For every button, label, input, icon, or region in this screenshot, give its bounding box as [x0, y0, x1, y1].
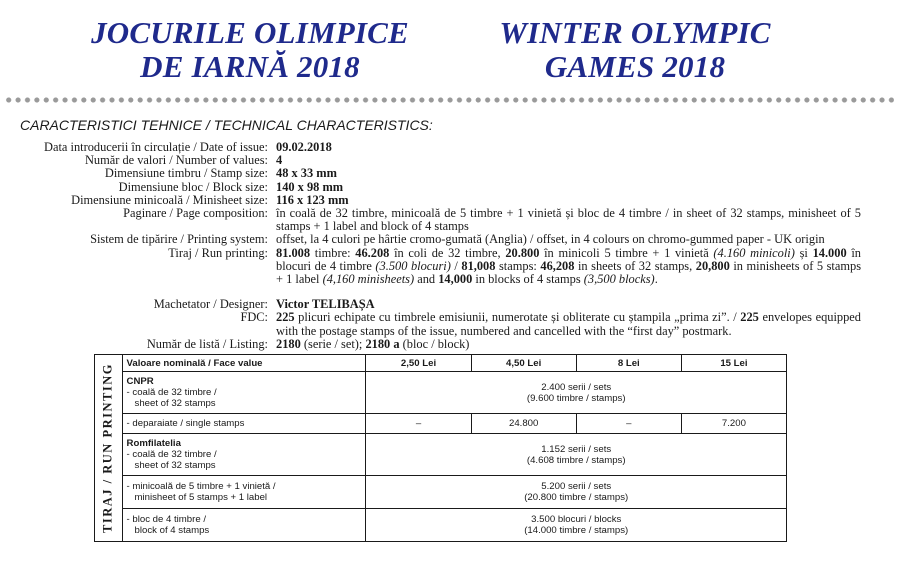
run-minisheet-count-en: (4,160 minisheets) [322, 272, 415, 287]
spec-label: Paginare / Page composition: [123, 206, 268, 221]
run-text: and [414, 272, 439, 287]
table-row-romfilatelia-sheet [95, 434, 787, 476]
spec-label: Dimensiune minicoală / Minisheet size: [71, 192, 268, 207]
value-line: 3.500 blocuri / blocks [531, 514, 622, 525]
spec-listing [0, 338, 900, 351]
run-text: în coli de 32 timbre, [389, 245, 506, 260]
row-label-line: sheet of 32 stamps [134, 398, 216, 409]
row-label-line: - bloc de 4 timbre / [126, 514, 206, 525]
run-text: în blocuri de 4 timbre [276, 245, 861, 273]
spec-label: Machetator / Designer: [153, 297, 268, 312]
single-value-2: 24.800 [471, 414, 576, 434]
side-label-cell [95, 355, 123, 542]
spec-label: Dimensiune bloc / Block size: [118, 179, 268, 194]
spec-print-run [0, 247, 900, 287]
single-value-4: 7.200 [681, 414, 786, 434]
row-label [122, 476, 366, 509]
face-value-2: 4,50 Lei [471, 355, 576, 372]
row-label [122, 509, 366, 542]
title-ro-line-1: JOCURILE OLIMPICE [91, 15, 409, 50]
row-label-line: minisheet of 5 stamps + 1 label [134, 492, 268, 503]
technical-specs [0, 141, 900, 351]
table-row-romfilatelia-minisheet [95, 476, 787, 509]
spec-value: 48 x 33 mm [276, 166, 337, 181]
title-romanian [70, 16, 430, 84]
run-total-ro: 81.008 [276, 245, 311, 260]
spec-label: Sistem de tipărire / Printing system: [90, 232, 268, 247]
run-blocks-en: 14,000 [438, 272, 473, 287]
value-line: 5.200 serii / sets [541, 481, 612, 492]
fdc-text: plicuri echipate cu timbrele emisiunii, numerotate și obliterate cu ștampila „prima zi”. / [294, 310, 741, 325]
row-value [366, 372, 787, 414]
spec-value: 09.02.2018 [276, 140, 332, 154]
listing-text: (serie / set); [300, 336, 366, 351]
single-value-1: – [366, 414, 471, 434]
title-en-line-2: GAMES 2018 [544, 49, 726, 84]
spec-value [276, 311, 861, 337]
face-value-1: 2,50 Lei [366, 355, 471, 372]
title-ro-line-2: DE IARNĂ 2018 [140, 49, 360, 84]
row-label-line: - minicoală de 5 timbre + 1 vinietă / [126, 481, 276, 492]
section-title: CARACTERISTICI TEHNICE / TECHNICAL CHARACTERISTICS: [20, 117, 433, 133]
run-minisheets-en: 20,800 [695, 258, 730, 273]
title-en-line-1: WINTER OLYMPIC [499, 15, 771, 50]
face-value-3: 8 Lei [576, 355, 681, 372]
row-label-line: - coală de 32 timbre / [126, 387, 217, 398]
row-value [366, 434, 787, 476]
listing-text: (bloc / block) [399, 336, 470, 351]
fdc-count-ro: 225 [276, 310, 295, 325]
title-english [470, 16, 800, 84]
print-run-table [94, 354, 787, 542]
run-sheets-ro: 46.208 [355, 245, 390, 260]
single-value-3: – [576, 414, 681, 434]
table-header-row [95, 355, 787, 372]
listing-set: 2180 [276, 336, 301, 351]
run-minisheet-count-ro: (4.160 minicoli) [713, 245, 795, 260]
spec-value [276, 247, 861, 287]
run-text: stamps: [495, 258, 541, 273]
spec-block-size [0, 181, 900, 194]
distributor-name: CNPR [126, 376, 154, 387]
row-value [366, 476, 787, 509]
spec-value: 116 x 123 mm [276, 192, 349, 207]
face-value-4: 15 Lei [681, 355, 786, 372]
distributor-name: Romfilatelia [126, 438, 181, 449]
listing-block: 2180 a [365, 336, 400, 351]
spec-value: în coală de 32 timbre, minicoală de 5 timbre + 1 vinietă și bloc de 4 timbre / in sheet of 32 stamps, minisheet of 5 stamps + 1 label and block of 4 stamps [276, 206, 861, 234]
spec-label: Număr de valori / Number of values: [84, 153, 268, 168]
row-label: - deparaiate / single stamps [122, 414, 366, 434]
spec-value: 4 [276, 153, 283, 168]
table-row-cnpr-single [95, 414, 787, 434]
spec-value: Victor TELIBAȘA [276, 297, 375, 312]
table-row-cnpr-sheet [95, 372, 787, 414]
value-line: (4.608 timbre / stamps) [526, 454, 626, 466]
value-line: (9.600 timbre / stamps) [526, 392, 626, 404]
run-block-count-ro: (3.500 blocuri) [375, 258, 451, 273]
run-text: in blocks of 4 stamps [472, 272, 584, 287]
spec-pagination [0, 207, 900, 233]
spec-stamp-size [0, 167, 900, 180]
run-sheets-en: 46,208 [540, 258, 575, 273]
run-text: timbre: [310, 245, 356, 260]
run-text: . [654, 272, 658, 287]
spec-label: Dimensiune timbru / Stamp size: [104, 166, 268, 181]
spec-label: Număr de listă / Listing: [146, 336, 268, 351]
spec-value: 140 x 98 mm [276, 179, 344, 194]
row-label [122, 434, 366, 476]
face-value-header: Valoare nominală / Face value [122, 355, 366, 372]
row-label [122, 372, 366, 414]
dotted-divider [4, 96, 894, 104]
value-line: 1.152 serii / sets [541, 443, 612, 455]
row-value [366, 509, 787, 542]
run-minisheets-ro: 20.800 [505, 245, 540, 260]
table-row-romfilatelia-block [95, 509, 787, 542]
run-block-count-en: (3,500 blocks) [583, 272, 655, 287]
value-line: (20.800 timbre / stamps) [524, 492, 629, 503]
fdc-count-en: 225 [740, 310, 759, 325]
run-text: / [450, 258, 462, 273]
run-text: in minisheets of 5 stamps + 1 label [276, 258, 862, 287]
run-total-en: 81,008 [461, 258, 496, 273]
row-label-line: block of 4 stamps [134, 525, 210, 536]
run-text: și [794, 245, 813, 260]
value-line: (14.000 timbre / stamps) [524, 525, 629, 536]
spec-label: Data introducerii în circulație / Date of issue: [44, 140, 268, 154]
side-label: TIRAJ / RUN PRINTING [100, 363, 115, 533]
spec-value [276, 338, 861, 351]
run-text: in sheets of 32 stamps, [574, 258, 696, 273]
run-blocks-ro: 14.000 [812, 245, 847, 260]
spec-label: Tiraj / Run printing: [168, 245, 268, 260]
spec-fdc [0, 311, 900, 337]
row-label-line: - coală de 32 timbre / [126, 449, 217, 460]
value-line: 2.400 serii / sets [541, 381, 612, 393]
fdc-text: envelopes equipped with the postage stamps of the issue, numbered and cancelled with the “first day” postmark. [276, 310, 861, 338]
spec-value: offset, la 4 culori pe hârtie cromo-gumată (Anglia) / offset, in 4 colours on chromo-gummed paper - UK origin [276, 232, 825, 247]
run-text: în minicoli 5 timbre + 1 vinietă [539, 245, 714, 260]
spec-label: FDC: [240, 310, 268, 325]
row-label-line: sheet of 32 stamps [134, 460, 216, 471]
